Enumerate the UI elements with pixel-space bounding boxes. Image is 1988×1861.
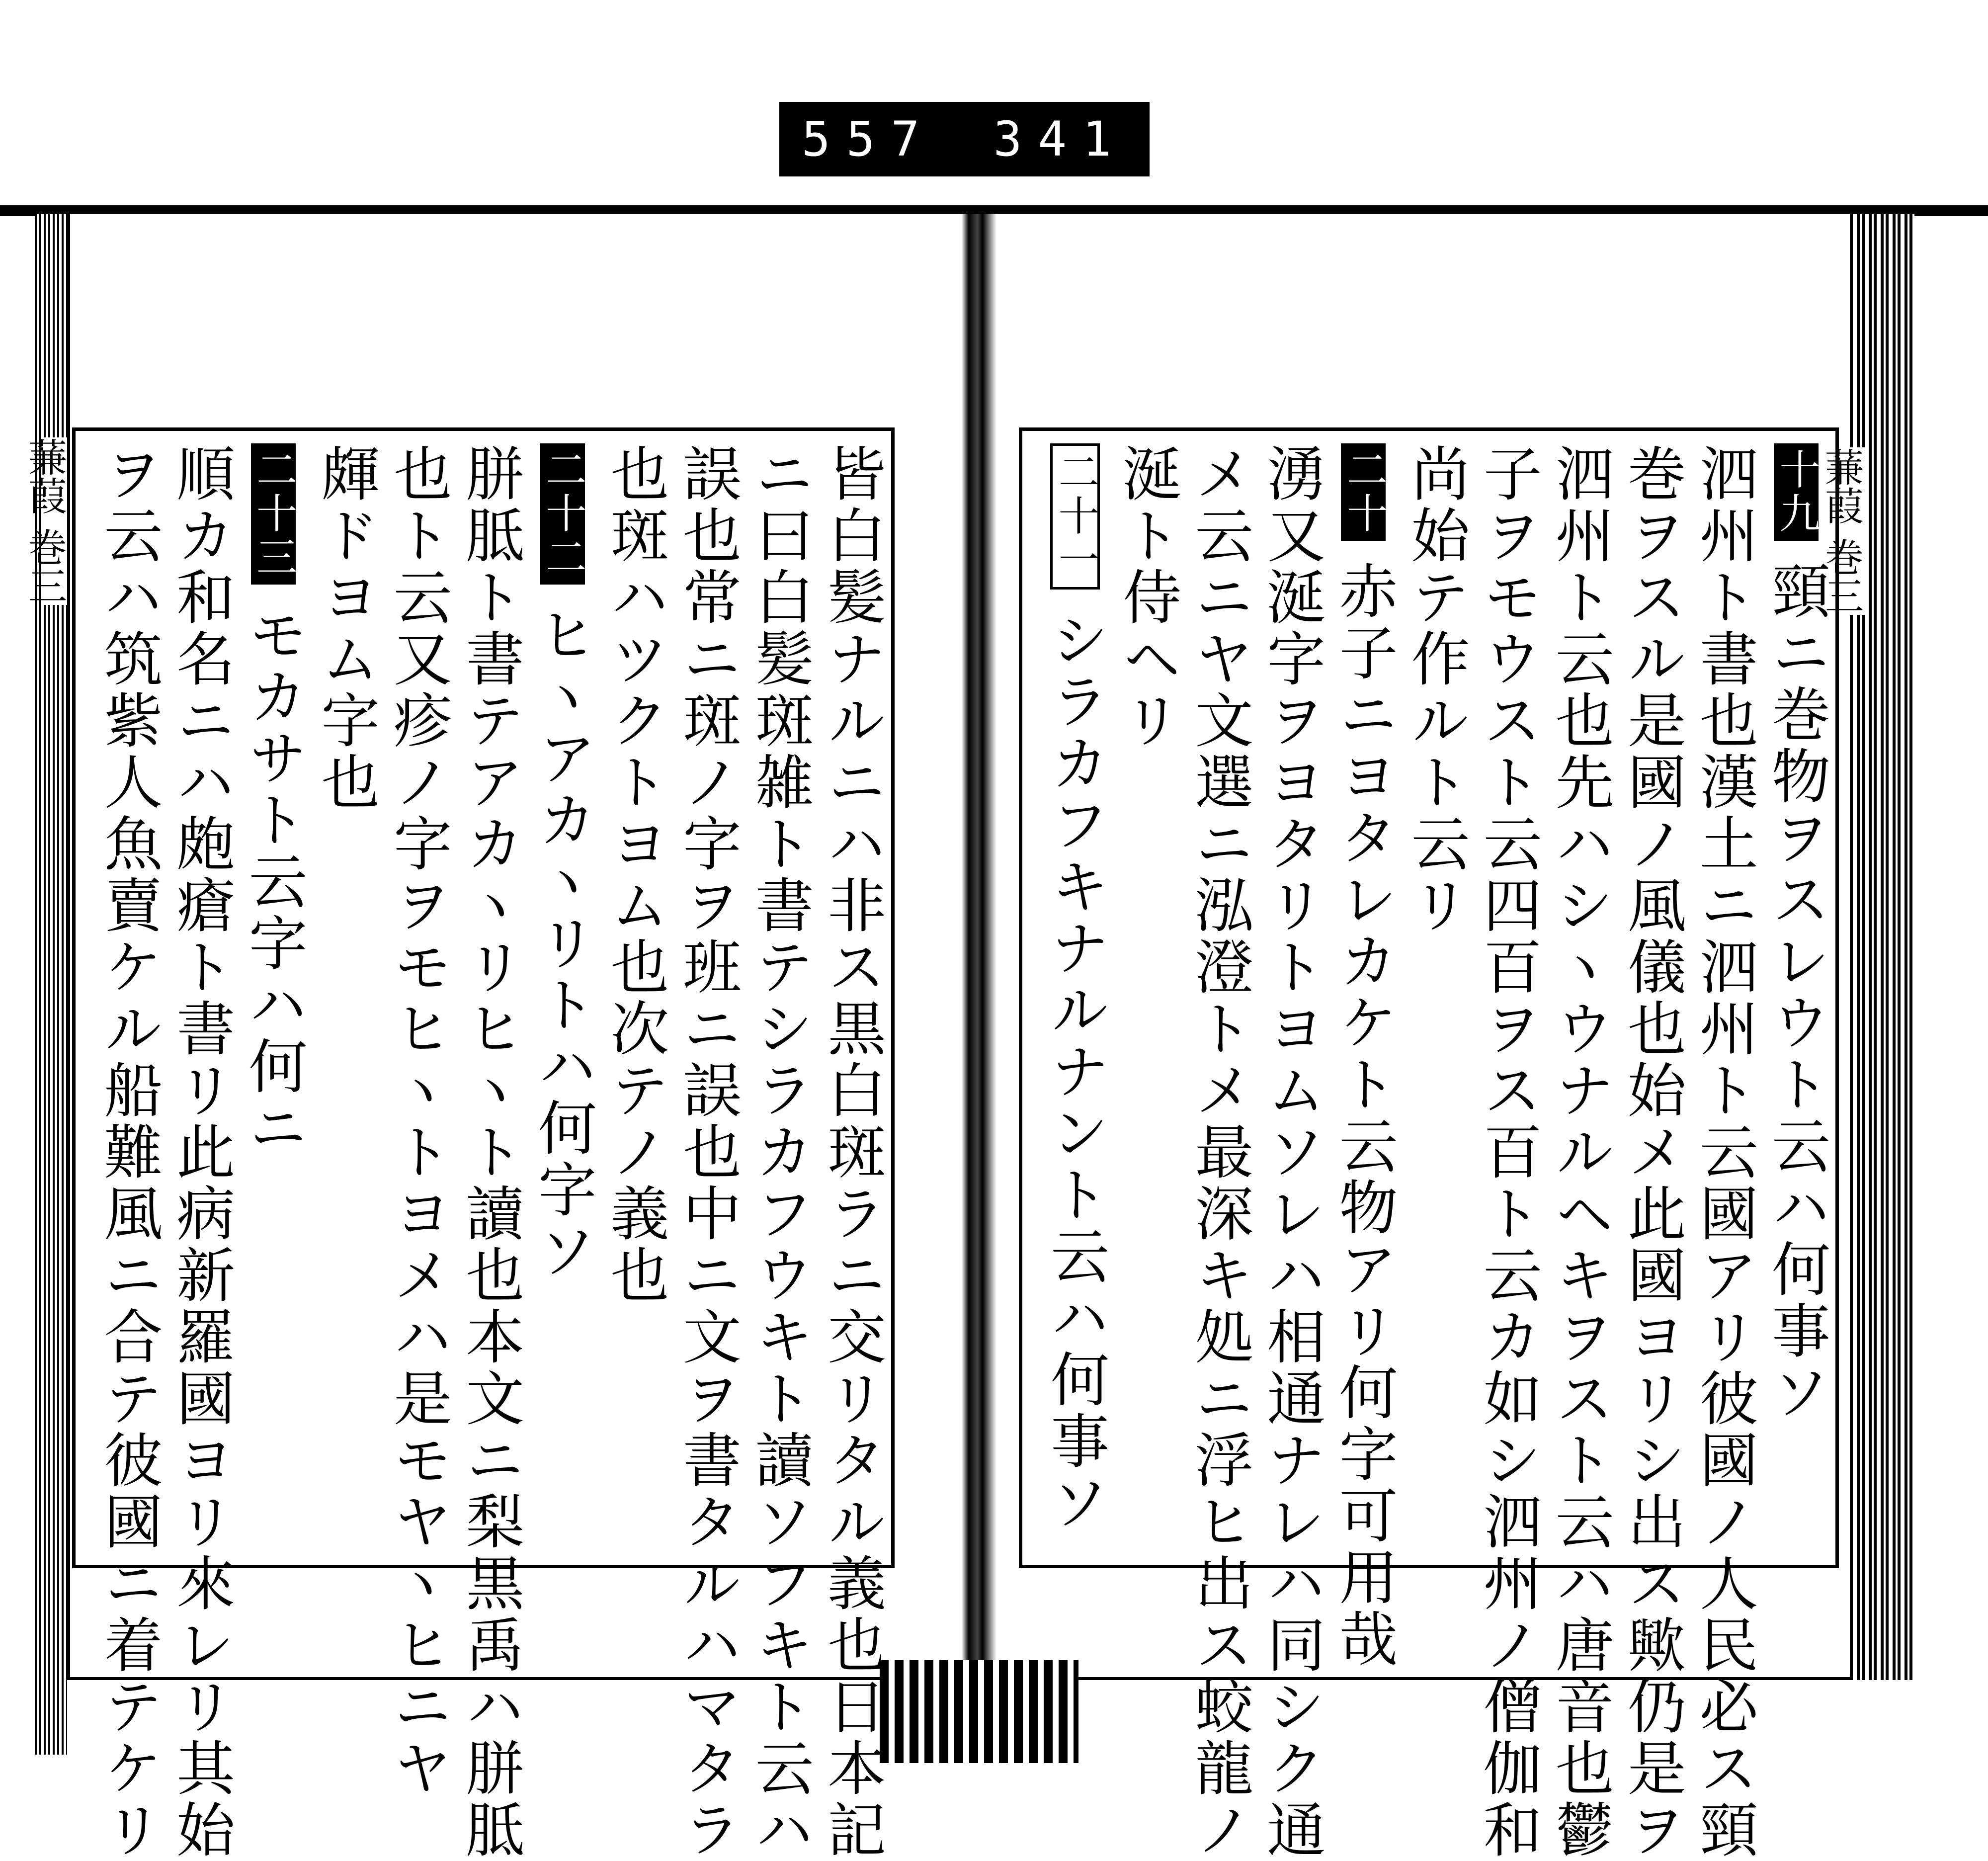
text-column [1253,443,1326,1861]
right-page-edge [1850,214,1914,1680]
section-number: 二十二 [540,443,585,585]
column-text: 頸ニ巻物ヲスレウト云ハ何事ソ [1762,561,1830,1424]
section-number: 二十三 [251,443,296,585]
text-column [163,443,236,1861]
text-column [380,443,452,1799]
text-column [814,443,886,1861]
text-column [597,443,669,1306]
column-text: 也斑ハツクトヨム也次テノ義也 [600,443,669,1306]
left-text-frame [72,427,895,1861]
text-column [1181,443,1254,1861]
text-column [90,443,163,1861]
column-text: 胼胝ト書テアカヽリヒヽト讀也本文ニ梨黒禹ハ胼胝 [456,443,525,1861]
call-number-right: 341 [993,111,1127,167]
column-text: シラカフキナルナント云ハ何事ソ [1041,609,1110,1534]
right-text-frame [1019,427,1839,1861]
text-column [524,443,597,1282]
section-number: 二十一 [1050,443,1100,590]
column-text: 泗州ト書也漢土ニ泗州ト云國アリ彼國ノ人民必ス頸 [1689,443,1758,1861]
column-text: 皹ドヨム字也 [311,443,380,813]
column-text: モカサト云字ハ何ニ [239,604,308,1159]
column-text: ヲ云ハ筑紫人魚賣ケル船難風ニ合テ彼國ニ着テケリ [94,443,163,1861]
section-number: 二十 [1341,443,1386,541]
column-text: 尚始テ作ルト云リ [1401,443,1470,936]
text-column [235,443,308,1159]
text-column [1398,443,1470,936]
spine-foot [880,1660,1078,1763]
column-text: 順カ和名ニハ皰瘡ト書リ此病新羅國ヨリ來レリ其始 [166,443,236,1861]
column-text: ヒヽアカヽリトハ何字ソ [528,604,597,1282]
call-number-label [779,102,1150,176]
column-text: 巻ヲスル是國ノ風儀也始メ此國ヨリシ出ス歟仍是ヲ [1617,443,1686,1861]
text-column [1758,443,1830,1424]
call-number-left: 557 [802,111,936,167]
column-text: 湧又涎字ヲヨタリトヨムソレハ相通ナレハ同シク通 [1257,443,1326,1861]
text-column [1614,443,1686,1861]
text-column [669,443,742,1861]
text-column [742,443,814,1861]
left-edge-title: 蒹葭 巻三 [42,437,72,605]
text-column [1325,443,1398,1670]
column-text: 涎ト侍ヘリ [1113,443,1182,752]
text-column [308,443,380,813]
column-text: 子ヲモウスト云四百ヲス百ト云カ如シ泗州ノ僧伽和 [1473,443,1542,1861]
column-text: 泗州ト云也先ハシヽウナルヘキヲスト云ハ唐音也鬱 [1545,443,1614,1861]
column-text: 皆白髪ナルニハ非ス黒白斑ラニ交リタル義也日本記 [818,443,886,1861]
text-column [1470,443,1542,1861]
column-text: 也ト云又疹ノ字ヲモヒヽトヨメハ是モヤヽヒニヤ [383,443,452,1799]
section-number: 十九 [1774,443,1819,541]
column-text: 赤子ニヨタレカケト云物アリ何字可用哉 [1329,561,1398,1670]
column-text: ニ曰白髪斑雑ト書テシラカフウキト讀ソフキト云ハ [745,443,814,1861]
text-column [452,443,525,1861]
text-column [1686,443,1758,1861]
text-column [1037,443,1110,1534]
book-spine [962,214,996,1763]
column-text: メ云ニヤ文選ニ泓澄トメ最深キ処ニ浮ヒ出ス蛟龍ノ [1185,443,1254,1861]
column-text: 誤也常ニ斑ノ字ヲ班ニ誤也中ニ文ヲ書タルハマタラ [672,443,742,1861]
right-edge-title: 蒹葭 巻三 [1839,447,1869,615]
text-column [1109,443,1182,752]
text-column [1542,443,1614,1861]
